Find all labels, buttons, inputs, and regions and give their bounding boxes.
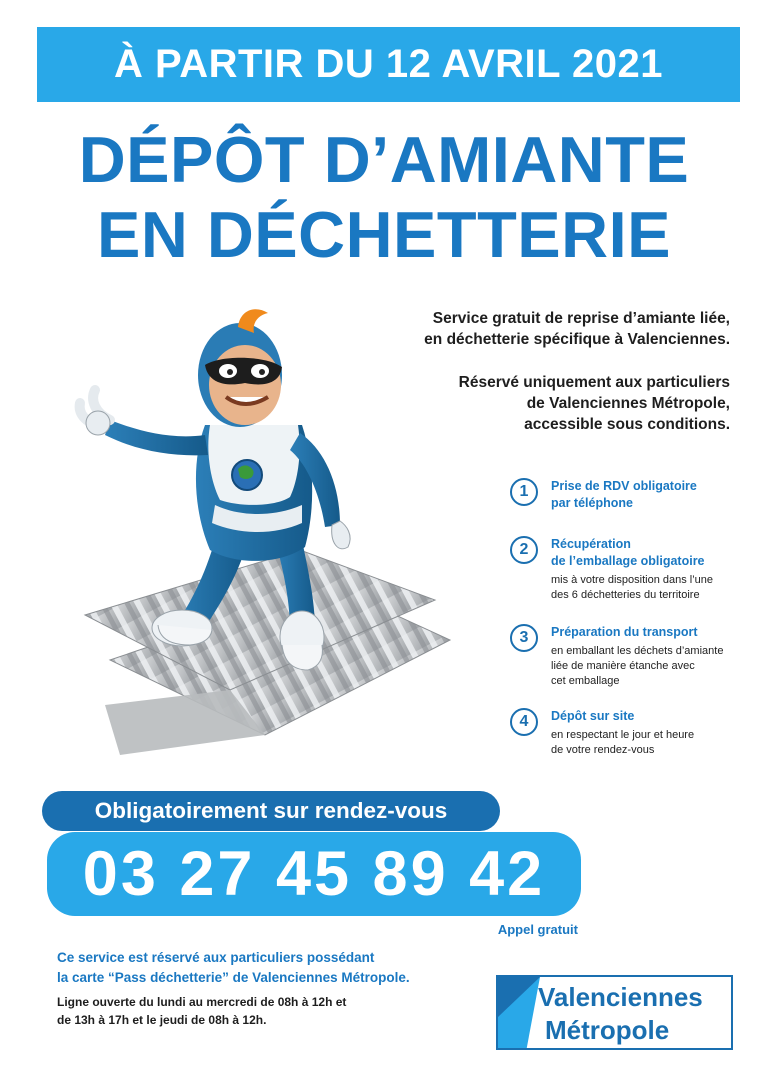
step-2 bbox=[510, 536, 750, 603]
step-title: Dépôt sur site bbox=[551, 709, 635, 723]
step-number-badge: 3 bbox=[510, 624, 538, 652]
intro-text: Réservé uniquement aux particuliers bbox=[458, 374, 730, 391]
step-description: en respectant le jour et heure de votre rendez-vous bbox=[551, 729, 695, 756]
intro-text: de Valenciennes Métropole, bbox=[526, 395, 730, 412]
date-banner-text: À PARTIR DU 12 AVRIL 2021 bbox=[114, 42, 663, 86]
appointment-required-label: Obligatoirement sur rendez-vous bbox=[42, 791, 500, 831]
intro-text: accessible sous conditions. bbox=[524, 416, 730, 433]
step-title: Préparation du transport bbox=[551, 625, 698, 639]
intro-paragraph-1 bbox=[350, 308, 730, 350]
intro-text: Service gratuit de reprise d’amiante liée, bbox=[432, 310, 730, 327]
conditions-line: Ce service est réservé aux particuliers possédant bbox=[57, 950, 375, 965]
conditions-line: la carte “Pass déchetterie” de Valenciennes Métropole. bbox=[57, 970, 410, 985]
step-1 bbox=[510, 478, 750, 512]
hours-line: de 13h à 17h et le jeudi de 08h à 12h. bbox=[57, 1013, 267, 1027]
step-number-badge: 4 bbox=[510, 708, 538, 736]
page-title-line-2: EN DÉCHETTERIE bbox=[96, 198, 671, 271]
logo-text-line-1: Valenciennes bbox=[538, 982, 703, 1012]
step-number-badge: 1 bbox=[510, 478, 538, 506]
conditions-text bbox=[57, 948, 497, 988]
intro-text: en déchetterie spécifique à Valenciennes. bbox=[424, 331, 730, 348]
page-title-line-1: DÉPÔT D’AMIANTE bbox=[78, 123, 690, 196]
step-3 bbox=[510, 624, 750, 689]
step-title: Prise de RDV obligatoire par téléphone bbox=[551, 479, 697, 510]
logo-text-line-2: Métropole bbox=[545, 1015, 670, 1045]
step-description: en emballant les déchets d’amiante liée de manière étanche avec cet emballage bbox=[551, 645, 724, 687]
step-title: Récupération de l’emballage obligatoire bbox=[551, 537, 705, 568]
free-call-label: Appel gratuit bbox=[497, 922, 578, 937]
valenciennes-metropole-logo bbox=[496, 975, 733, 1050]
roof-sheets bbox=[85, 550, 450, 755]
step-4 bbox=[510, 708, 750, 758]
phone-number[interactable]: 03 27 45 89 42 bbox=[47, 832, 581, 916]
opening-hours bbox=[57, 993, 477, 1029]
mascot-illustration bbox=[40, 285, 460, 765]
hours-line: Ligne ouverte du lundi au mercredi de 08h à 12h et bbox=[57, 995, 347, 1009]
step-number-badge: 2 bbox=[510, 536, 538, 564]
intro-paragraph-2 bbox=[350, 372, 730, 435]
date-banner bbox=[37, 27, 740, 102]
step-description: mis à votre disposition dans l’une des 6 déchetteries du territoire bbox=[551, 574, 714, 601]
